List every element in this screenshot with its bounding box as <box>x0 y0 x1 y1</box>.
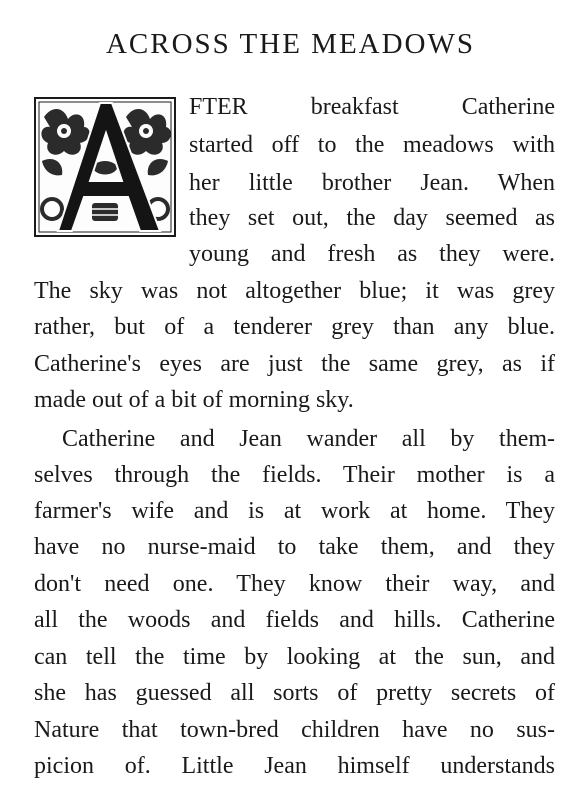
text-line: started off to the meadows with <box>189 132 555 158</box>
text-line: made out of a bit of morning sky. <box>34 387 354 413</box>
text-line: rather, but of a tenderer grey than any blue. <box>34 314 555 340</box>
text-line: have no nurse-maid to take them, and they <box>34 534 555 560</box>
text-line: can tell the time by looking at the sun, and <box>34 644 555 670</box>
text-line: Catherine's eyes are just the same grey, as if <box>34 351 555 377</box>
drop-cap-initial <box>34 97 176 237</box>
text-line: she has guessed all sorts of pretty secrets of <box>34 680 555 706</box>
text-line: they set out, the day seemed as <box>189 205 555 231</box>
chapter-title: ACROSS THE MEADOWS <box>105 28 475 60</box>
text-line: all the woods and fields and hills. Catherine <box>34 607 555 633</box>
text-line: Nature that town-bred children have no sus- <box>34 717 555 743</box>
text-line: young and fresh as they were. <box>189 241 555 267</box>
text-line: The sky was not altogether blue; it was grey <box>34 278 555 304</box>
text-line: Catherine and Jean wander all by them- <box>62 426 555 452</box>
text-line: farmer's wife and is at work at home. They <box>34 498 555 524</box>
text-line: picion of. Little Jean himself understands <box>34 753 555 779</box>
text-line: FTER breakfast Catherine <box>189 94 555 120</box>
text-line: her little brother Jean. When <box>189 170 555 196</box>
text-line: selves through the fields. Their mother is a <box>34 462 555 488</box>
text-line: don't need one. They know their way, and <box>34 571 555 597</box>
ornamental-initial-a-icon <box>34 97 176 237</box>
